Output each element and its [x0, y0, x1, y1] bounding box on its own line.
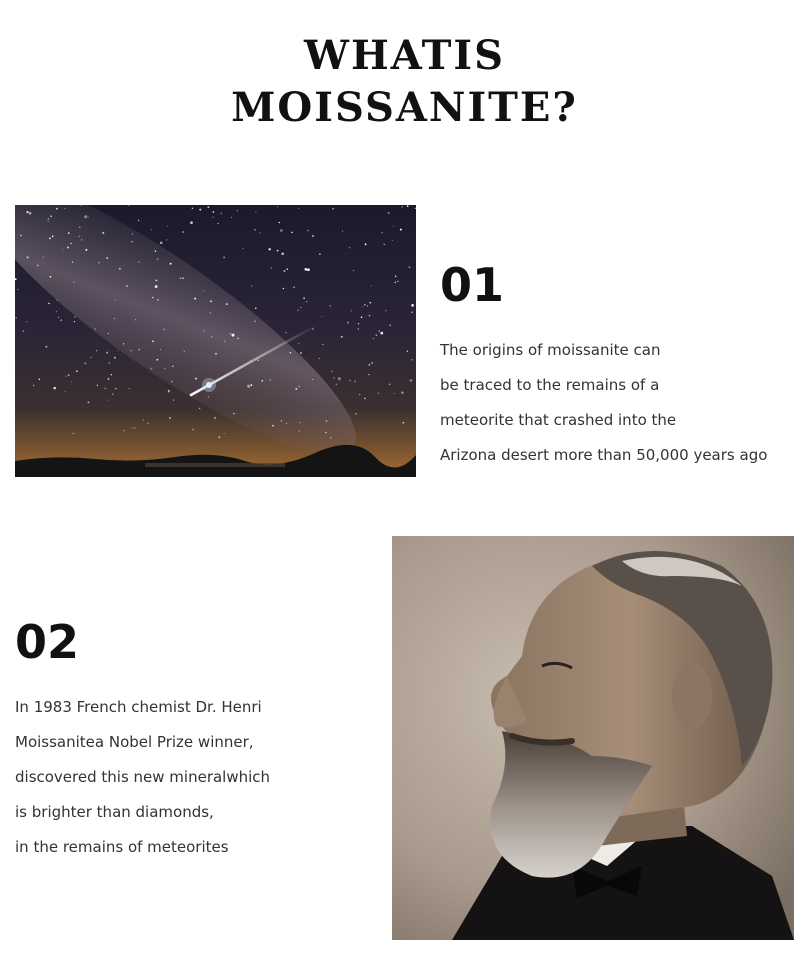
- star-dot: [331, 371, 333, 373]
- star-dot: [330, 437, 331, 438]
- star-dot: [43, 256, 45, 258]
- star-dot: [95, 328, 96, 329]
- star-dot: [286, 423, 288, 425]
- star-dot: [280, 229, 283, 232]
- star-dot: [223, 257, 225, 259]
- star-dot: [411, 311, 413, 313]
- star-dot: [130, 350, 131, 351]
- star-dot: [210, 312, 212, 314]
- star-dot: [332, 208, 333, 209]
- star-dot: [88, 401, 90, 403]
- star-dot: [368, 374, 369, 375]
- star-dot: [243, 248, 244, 249]
- star-dot: [90, 357, 91, 358]
- star-dot: [368, 364, 370, 366]
- star-dot: [164, 368, 165, 369]
- star-dot: [85, 249, 87, 251]
- star-dot: [76, 370, 78, 372]
- star-dot: [410, 379, 413, 382]
- star-dot: [369, 302, 371, 304]
- star-dot: [134, 427, 135, 428]
- star-dot: [211, 336, 212, 337]
- star-dot: [371, 285, 372, 286]
- star-dot: [72, 433, 74, 435]
- star-dot: [336, 384, 338, 386]
- star-dot: [213, 211, 215, 213]
- star-dot: [84, 215, 87, 218]
- star-dot: [303, 297, 305, 299]
- star-dot: [29, 212, 32, 215]
- star-dot: [152, 297, 153, 298]
- star-dot: [192, 208, 193, 209]
- star-dot: [312, 379, 313, 380]
- star-dot: [156, 359, 158, 361]
- star-dot: [47, 218, 49, 220]
- star-dot: [237, 338, 238, 339]
- star-dot: [300, 307, 301, 308]
- section-2-line-4: is brighter than diamonds,: [15, 803, 214, 821]
- star-dot: [164, 329, 165, 330]
- star-dot: [114, 318, 115, 319]
- star-dot: [322, 344, 323, 345]
- star-dot: [173, 399, 174, 400]
- star-dot: [152, 340, 154, 342]
- star-dot: [210, 300, 212, 302]
- star-dot: [380, 332, 383, 335]
- star-dot: [64, 208, 65, 209]
- star-dot: [115, 388, 117, 390]
- star-dot: [155, 285, 158, 288]
- star-dot: [298, 343, 299, 344]
- star-dot: [286, 332, 287, 333]
- star-dot: [290, 352, 291, 353]
- star-dot: [351, 310, 352, 311]
- star-dot: [155, 250, 157, 252]
- star-dot: [389, 324, 391, 326]
- star-dot: [341, 336, 343, 338]
- star-dot: [376, 334, 378, 336]
- star-dot: [98, 262, 99, 263]
- star-dot: [395, 275, 397, 277]
- star-dot: [272, 425, 274, 427]
- star-dot: [33, 385, 34, 386]
- star-dot: [325, 432, 326, 433]
- star-dot: [300, 352, 302, 354]
- star-dot: [342, 231, 343, 232]
- star-dot: [199, 209, 201, 211]
- star-dot: [415, 208, 416, 209]
- star-dot: [388, 212, 390, 214]
- star-dot: [358, 328, 359, 329]
- star-dot: [277, 206, 278, 207]
- star-dot: [397, 281, 399, 283]
- star-dot: [298, 386, 300, 388]
- star-dot: [56, 208, 58, 210]
- star-dot: [326, 420, 328, 422]
- star-dot: [132, 428, 133, 429]
- star-dot: [22, 330, 24, 332]
- star-dot: [115, 299, 116, 300]
- star-dot: [194, 298, 196, 300]
- star-dot: [108, 333, 109, 334]
- meteor-night-sky-photo: [15, 205, 416, 477]
- star-dot: [277, 250, 279, 252]
- star-dot: [160, 242, 163, 245]
- star-dot: [169, 417, 171, 419]
- star-dot: [402, 422, 404, 424]
- star-dot: [190, 221, 193, 224]
- section-1-line-4: Arizona desert more than 50,000 years ago: [440, 446, 768, 464]
- star-dot: [151, 229, 152, 230]
- star-dot: [45, 346, 47, 348]
- star-dot: [299, 422, 300, 423]
- star-dot: [48, 303, 50, 305]
- star-dot: [157, 258, 159, 260]
- star-dot: [381, 232, 383, 234]
- star-dot: [60, 319, 62, 321]
- star-dot: [307, 268, 310, 271]
- star-dot: [135, 319, 136, 320]
- section-2-line-5: in the remains of meteorites: [15, 838, 229, 856]
- star-dot: [79, 227, 80, 228]
- star-dot: [105, 388, 106, 389]
- star-dot: [291, 232, 293, 234]
- star-dot: [78, 236, 80, 238]
- page-title: [0, 30, 809, 134]
- star-dot: [364, 398, 366, 400]
- star-dot: [203, 330, 204, 331]
- star-dot: [283, 288, 285, 290]
- star-dot: [299, 430, 300, 431]
- star-dot: [297, 310, 298, 311]
- star-dot: [184, 351, 185, 352]
- star-dot: [132, 234, 133, 235]
- star-dot: [305, 268, 308, 271]
- star-dot: [138, 349, 140, 351]
- section-2-line-3: discovered this new mineralwhich: [15, 768, 271, 786]
- star-dot: [349, 380, 351, 382]
- star-dot: [56, 300, 57, 301]
- star-dot: [278, 222, 280, 224]
- star-dot: [373, 338, 374, 339]
- star-dot: [361, 317, 363, 319]
- star-dot: [371, 362, 373, 364]
- star-dot: [123, 343, 124, 344]
- star-dot: [219, 436, 220, 437]
- star-dot: [109, 362, 111, 364]
- star-dot: [217, 223, 219, 225]
- star-dot: [166, 239, 167, 240]
- section-2-line-1: In 1983 French chemist Dr. Henri: [15, 698, 262, 716]
- star-dot: [383, 244, 385, 246]
- star-dot: [39, 379, 41, 381]
- star-dot: [107, 378, 109, 380]
- star-dot: [395, 282, 397, 284]
- star-dot: [411, 304, 414, 307]
- star-dot: [138, 261, 140, 263]
- star-dot: [53, 387, 55, 389]
- section-1-line-2: be traced to the remains of a: [440, 376, 660, 394]
- section-1-description: [440, 333, 767, 473]
- star-dot: [37, 265, 39, 267]
- star-dot: [102, 232, 104, 234]
- star-dot: [231, 217, 232, 218]
- star-dot: [281, 253, 283, 255]
- star-dot: [298, 208, 299, 209]
- star-dot: [65, 376, 66, 377]
- star-dot: [281, 420, 282, 421]
- section-number-01: 01: [440, 258, 505, 312]
- star-dot: [254, 320, 255, 321]
- star-dot: [182, 231, 184, 233]
- star-dot: [401, 392, 403, 394]
- star-dot: [119, 268, 121, 270]
- star-dot: [170, 263, 172, 265]
- star-dot: [269, 248, 271, 250]
- star-dot: [81, 239, 82, 240]
- section-number-02: 02: [15, 615, 80, 669]
- star-dot: [192, 429, 193, 430]
- page-title-line-2: MOISSANITE?: [231, 84, 578, 131]
- star-dot: [293, 286, 295, 288]
- star-dot: [68, 232, 70, 234]
- star-dot: [106, 352, 108, 354]
- star-dot: [73, 282, 74, 283]
- star-dot: [26, 211, 28, 213]
- star-dot: [400, 229, 402, 231]
- bearded-man-portrait-image: [392, 536, 794, 940]
- star-dot: [56, 311, 57, 312]
- star-dot: [68, 374, 70, 376]
- star-dot: [221, 213, 222, 214]
- star-dot: [215, 353, 217, 355]
- star-dot: [199, 408, 201, 410]
- star-dot: [369, 315, 371, 317]
- star-dot: [257, 360, 258, 361]
- star-dot: [392, 240, 393, 241]
- star-dot: [214, 417, 215, 418]
- star-dot: [111, 374, 112, 375]
- star-dot: [329, 305, 331, 307]
- star-dot: [58, 317, 59, 318]
- section-1-line-3: meteorite that crashed into the: [440, 411, 677, 429]
- star-dot: [70, 381, 71, 382]
- star-dot: [247, 385, 250, 388]
- star-dot: [250, 384, 252, 386]
- section-2-description: [15, 690, 270, 865]
- star-dot: [254, 229, 256, 231]
- star-dot: [147, 422, 149, 424]
- star-dot: [207, 206, 209, 208]
- star-dot: [123, 430, 124, 431]
- star-dot: [358, 323, 359, 324]
- star-dot: [131, 241, 132, 242]
- star-dot: [353, 270, 354, 271]
- star-dot: [355, 413, 357, 415]
- star-dot: [52, 236, 54, 238]
- star-dot: [138, 220, 139, 221]
- star-dot: [48, 220, 49, 221]
- star-dot: [168, 391, 170, 393]
- star-dot: [407, 205, 409, 207]
- section-1-line-1: The origins of moissanite can: [440, 341, 661, 359]
- star-dot: [251, 286, 252, 287]
- star-dot: [97, 385, 99, 387]
- star-dot: [230, 333, 231, 334]
- star-dot: [224, 341, 225, 342]
- star-dot: [354, 381, 356, 383]
- star-dot: [106, 257, 108, 259]
- star-dot: [255, 308, 257, 310]
- star-dot: [237, 210, 238, 211]
- star-dot: [182, 277, 184, 279]
- star-dot: [385, 310, 386, 311]
- star-dot: [389, 384, 391, 386]
- bearded-man-portrait-photo: [392, 536, 794, 940]
- star-dot: [26, 321, 28, 323]
- star-dot: [70, 243, 71, 244]
- star-dot: [20, 235, 22, 237]
- star-dot: [203, 290, 204, 291]
- star-dot: [126, 285, 128, 287]
- star-dot: [233, 413, 234, 414]
- star-dot: [88, 217, 89, 218]
- star-dot: [50, 276, 52, 278]
- star-dot: [407, 351, 408, 352]
- star-dot: [283, 270, 285, 272]
- star-dot: [367, 305, 368, 306]
- star-dot: [394, 393, 395, 394]
- star-dot: [129, 388, 130, 389]
- star-dot: [295, 388, 297, 390]
- star-dot: [286, 268, 288, 270]
- star-dot: [49, 237, 51, 239]
- star-dot: [72, 261, 73, 262]
- star-dot: [167, 226, 168, 227]
- star-dot: [232, 334, 235, 337]
- star-dot: [143, 420, 144, 421]
- star-dot: [255, 211, 256, 212]
- star-dot: [401, 206, 403, 208]
- star-dot: [171, 381, 173, 383]
- star-dot: [27, 256, 29, 258]
- star-dot: [259, 232, 260, 233]
- star-dot: [262, 380, 264, 382]
- star-dot: [321, 316, 322, 317]
- star-dot: [306, 301, 307, 302]
- star-dot: [114, 357, 116, 359]
- star-dot: [208, 396, 209, 397]
- star-dot: [50, 215, 52, 217]
- star-dot: [347, 322, 349, 324]
- star-dot: [319, 253, 321, 255]
- star-dot: [17, 289, 18, 290]
- star-dot: [62, 249, 63, 250]
- star-dot: [379, 330, 380, 331]
- star-dot: [333, 377, 335, 379]
- star-dot: [349, 247, 351, 249]
- star-dot: [338, 377, 341, 380]
- star-dot: [172, 366, 173, 367]
- star-dot: [359, 394, 360, 395]
- star-dot: [271, 267, 272, 268]
- star-dot: [155, 279, 157, 281]
- star-dot: [112, 394, 113, 395]
- star-dot: [96, 350, 97, 351]
- star-dot: [65, 391, 66, 392]
- star-dot: [365, 243, 367, 245]
- star-dot: [15, 317, 17, 319]
- star-dot: [150, 368, 152, 370]
- star-dot: [226, 303, 228, 305]
- star-dot: [160, 349, 161, 350]
- star-dot: [74, 316, 76, 318]
- star-dot: [319, 358, 320, 359]
- star-dot: [74, 321, 75, 322]
- star-dot: [269, 379, 271, 381]
- star-dot: [180, 278, 181, 279]
- star-dot: [307, 230, 309, 232]
- star-dot: [117, 350, 118, 351]
- star-dot: [393, 225, 394, 226]
- page-title-line-1: WHATIS: [304, 32, 505, 79]
- star-dot: [224, 433, 225, 434]
- star-dot: [157, 299, 159, 301]
- star-dot: [107, 400, 108, 401]
- star-dot: [67, 247, 69, 249]
- star-dot: [362, 306, 363, 307]
- star-dot: [411, 359, 413, 361]
- star-dot: [364, 304, 366, 306]
- section-2-line-2: Moissanitea Nobel Prize winner,: [15, 733, 254, 751]
- star-dot: [312, 235, 314, 237]
- star-dot: [84, 363, 86, 365]
- star-dot: [409, 266, 411, 268]
- star-dot: [212, 216, 213, 217]
- star-dot: [378, 392, 379, 393]
- star-dot: [195, 378, 197, 380]
- meteor-night-sky-image: [15, 205, 416, 477]
